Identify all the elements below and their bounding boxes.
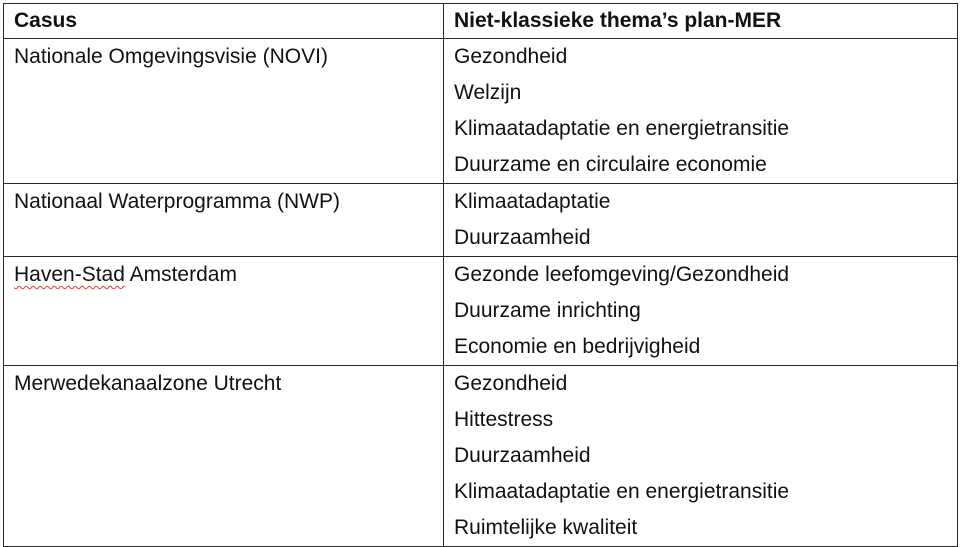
casus-label-rest: Amsterdam [124,263,237,286]
theme-item: Klimaatadaptatie en energietransitie [454,480,790,503]
theme-item: Duurzaamheid [454,226,591,249]
casus-label: Merwedekanaalzone Utrecht [14,372,282,395]
theme-item: Welzijn [454,81,522,104]
spellcheck-flagged-word: Haven-Stad [14,263,125,286]
table-row [4,39,958,184]
theme-item: Duurzame inrichting [454,299,641,322]
theme-item: Klimaatadaptatie [454,190,611,213]
casus-cell [4,257,444,366]
table-header-row [4,4,958,39]
theme-item: Klimaatadaptatie en energietransitie [454,117,790,140]
themes-cell [444,184,958,257]
casus-cell [4,39,444,184]
casus-cell [4,184,444,257]
table-row [4,184,958,257]
theme-item: Hittestress [454,408,554,431]
theme-item: Gezondheid [454,372,568,395]
theme-item: Duurzame en circulaire economie [454,153,767,176]
casus-cell [4,366,444,547]
theme-item: Gezondheid [454,45,568,68]
casus-themes-table [3,3,958,547]
table-row [4,366,958,547]
casus-label [14,257,433,293]
theme-item: Ruimtelijke kwaliteit [454,516,638,539]
theme-item: Gezonde leefomgeving/Gezondheid [454,263,790,286]
theme-item: Duurzaamheid [454,444,591,467]
theme-item: Economie en bedrijvigheid [454,335,701,358]
themes-cell [444,39,958,184]
table-row [4,257,958,366]
themes-cell [444,257,958,366]
themes-cell [444,366,958,547]
casus-label: Nationaal Waterprogramma (NWP) [14,190,340,213]
header-themes: Niet-klassieke thema’s plan-MER [444,4,958,39]
header-casus: Casus [4,4,444,39]
casus-label: Nationale Omgevingsvisie (NOVI) [14,45,328,68]
